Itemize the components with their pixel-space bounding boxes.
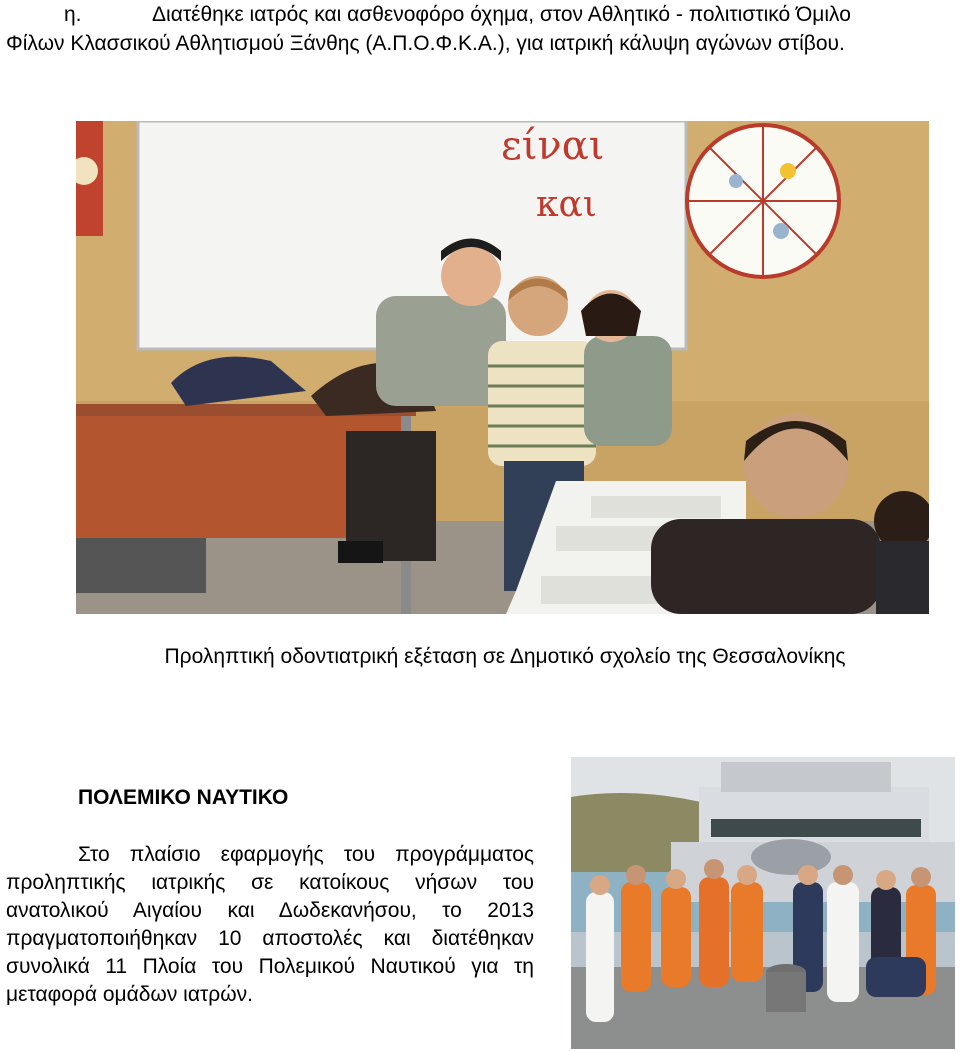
intro-text: Διατέθηκε ιατρός και ασθενοφόρο όχημα, στον Αθλητικό - πολιτιστικό Όμιλο Φίλων Κλασσικού Αθλητισμού Ξάνθης (Α.Π.Ο.Φ.Κ.Α.), για ιατρική κάλυψη αγώνων στίβου. bbox=[6, 3, 851, 55]
intro-paragraph bbox=[6, 0, 896, 58]
navy-ship-group-photo bbox=[571, 757, 955, 1049]
list-label: η. bbox=[64, 3, 82, 26]
classroom-illustration bbox=[76, 121, 929, 614]
board-word-2: και bbox=[536, 184, 597, 225]
photo-caption: Προληπτική οδοντιατρική εξέταση σε Δημοτικό σχολείο της Θεσσαλονίκης bbox=[164, 645, 846, 668]
navy-paragraph-text: Στο πλαίσιο εφαρμογής του προγράμματος προληπτικής ιατρικής σε κατοίκους νήσων του ανατολικού Αιγαίου και Δωδεκανήσου, το 2013 πραγματοποιήθηκαν 10 αποστολές και διατέθηκαν συνολικά 11 Πλοία του Πολεμικού Ναυτικού για τη μεταφορά ομάδων ιατρών. bbox=[6, 843, 534, 1006]
classroom-dental-exam-photo bbox=[76, 121, 929, 614]
section-title: ΠΟΛΕΜΙΚΟ ΝΑΥΤΙΚΟ bbox=[78, 786, 289, 809]
ship-deck-illustration bbox=[571, 757, 955, 1049]
board-word-1: είναι bbox=[501, 123, 605, 169]
navy-paragraph bbox=[6, 841, 534, 1009]
